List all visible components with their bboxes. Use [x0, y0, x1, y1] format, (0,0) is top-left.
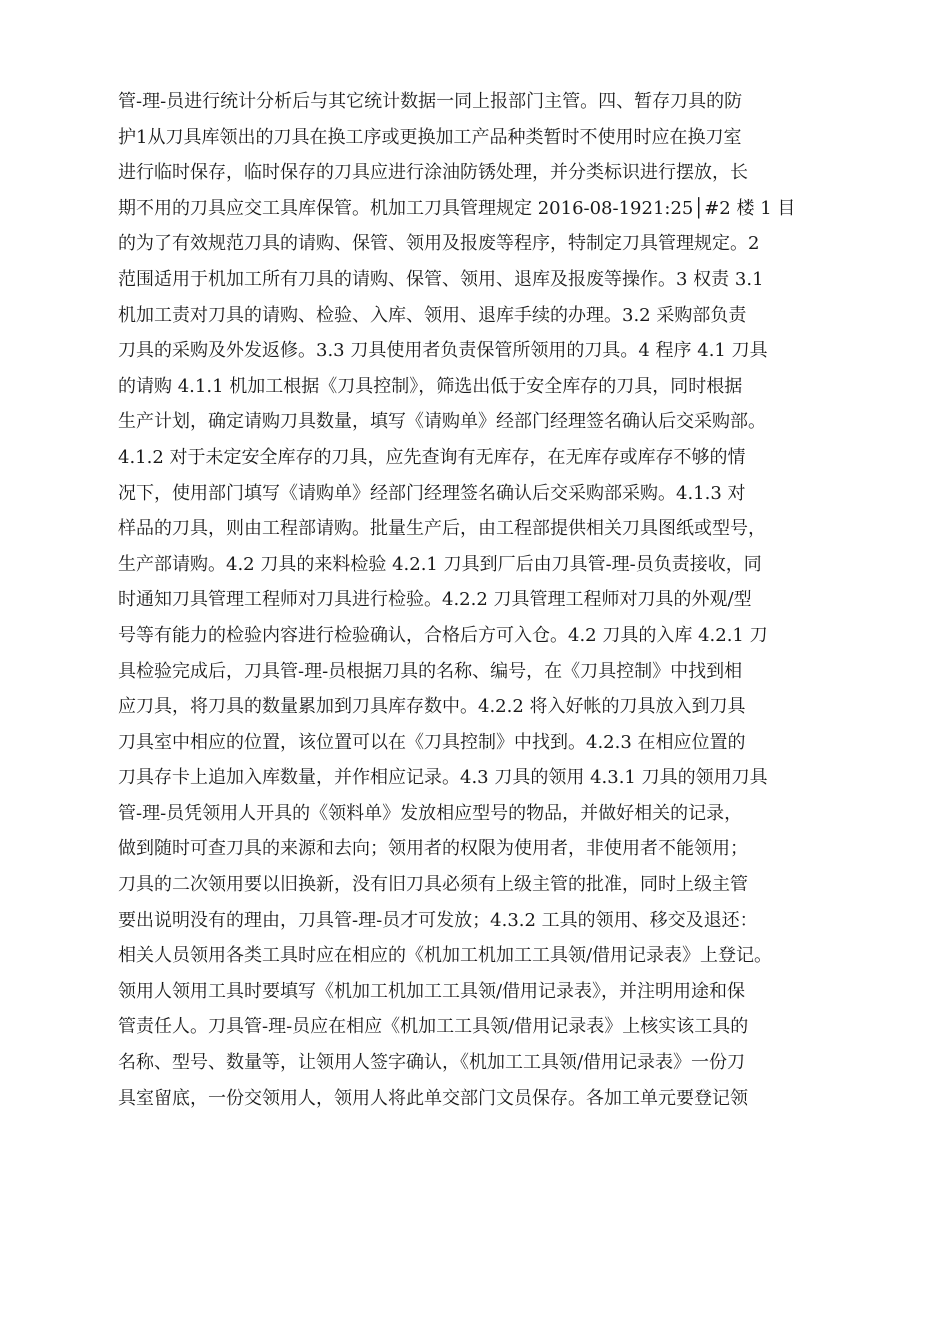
- text-line: 护1从刀具库领出的刀具在换工序或更换加工产品种类暂时不使用时应在换刀室: [118, 126, 742, 148]
- text-line: 名称、型号、数量等，让领用人签字确认，《机加工工具领/借用记录表》一份刀: [118, 1052, 746, 1074]
- text-line: 相关人员领用各类工具时应在相应的《机加工机加工工具领/借用记录表》上登记。: [118, 945, 773, 967]
- text-line: 应刀具，将刀具的数量累加到刀具库存数中。4.2.2 将入好帐的刀具放入到刀具: [118, 696, 746, 718]
- document-body: [118, 84, 858, 1116]
- text-line: 管责任人。刀具管-理-员应在相应《机加工工具领/借用记录表》上核实该工具的: [118, 1016, 749, 1038]
- text-line: 管-理-员进行统计分析后与其它统计数据一同上报部门主管。四、暂存刀具的防: [118, 91, 743, 112]
- text-line: 做到随时可查刀具的来源和去向；领用者的权限为使用者，非使用者不能领用；: [118, 838, 748, 860]
- text-line: 期不用的刀具应交工具库保管。机加工刀具管理规定 2016-08-1921:25│#2 楼 1 目: [118, 197, 796, 219]
- text-line: 样品的刀具，则由工程部请购。批量生产后，由工程部提供相关刀具图纸或型号，: [118, 518, 766, 540]
- text-line: 要出说明没有的理由，刀具管-理-员才可发放；4.3.2 工具的领用、移交及退还：: [118, 909, 758, 931]
- text-line: 生产部请购。4.2 刀具的来料检验 4.2.1 刀具到厂后由刀具管-理-员负责接收，同: [118, 553, 762, 575]
- text-line: 4.1.2 对于未定安全库存的刀具，应先查询有无库存，在无库存或库存不够的情: [118, 446, 746, 468]
- text-line: 刀具的二次领用要以旧换新，没有旧刀具必须有上级主管的批准，同时上级主管: [118, 874, 748, 896]
- text-line: 号等有能力的检验内容进行检验确认，合格后方可入仓。4.2 刀具的入库 4.2.1 刀: [118, 624, 768, 646]
- text-line: 生产计划，确定请购刀具数量，填写《请购单》经部门经理签名确认后交采购部。: [118, 411, 766, 433]
- text-line: 管-理-员凭领用人开具的《领料单》发放相应型号的物品，并做好相关的记录，: [118, 802, 743, 824]
- text-line: 领用人领用工具时要填写《机加工机加工工具领/借用记录表》，并注明用途和保: [118, 980, 746, 1002]
- text-line: 范围适用于机加工所有刀具的请购、保管、领用、退库及报废等操作。3 权责 3.1: [118, 268, 764, 290]
- text-line: 机加工责对刀具的请购、检验、入库、领用、退库手续的办理。3.2 采购部负责: [118, 304, 747, 326]
- text-line: 具检验完成后，刀具管-理-员根据刀具的名称、编号，在《刀具控制》中找到相: [118, 660, 743, 682]
- text-line: 刀具室中相应的位置，该位置可以在《刀具控制》中找到。4.2.3 在相应位置的: [118, 731, 746, 753]
- text-line: 刀具的采购及外发返修。3.3 刀具使用者负责保管所领用的刀具。4 程序 4.1 刀具: [118, 340, 768, 362]
- text-line: 的为了有效规范刀具的请购、保管、领用及报废等程序，特制定刀具管理规定。2: [118, 233, 760, 255]
- text-line: 况下，使用部门填写《请购单》经部门经理签名确认后交采购部采购。4.1.3 对: [118, 482, 746, 504]
- text-line: 具室留底，一份交领用人，领用人将此单交部门文员保存。各加工单元要登记领: [118, 1087, 748, 1109]
- text-line: 进行临时保存，临时保存的刀具应进行涂油防锈处理，并分类标识进行摆放，长: [118, 162, 748, 184]
- text-line: 时通知刀具管理工程师对刀具进行检验。4.2.2 刀具管理工程师对刀具的外观/型: [118, 589, 752, 611]
- text-line: 的请购 4.1.1 机加工根据《刀具控制》，筛选出低于安全库存的刀具，同时根据: [118, 375, 743, 397]
- text-line: 刀具存卡上追加入库数量，并作相应记录。4.3 刀具的领用 4.3.1 刀具的领用刀具: [118, 767, 768, 789]
